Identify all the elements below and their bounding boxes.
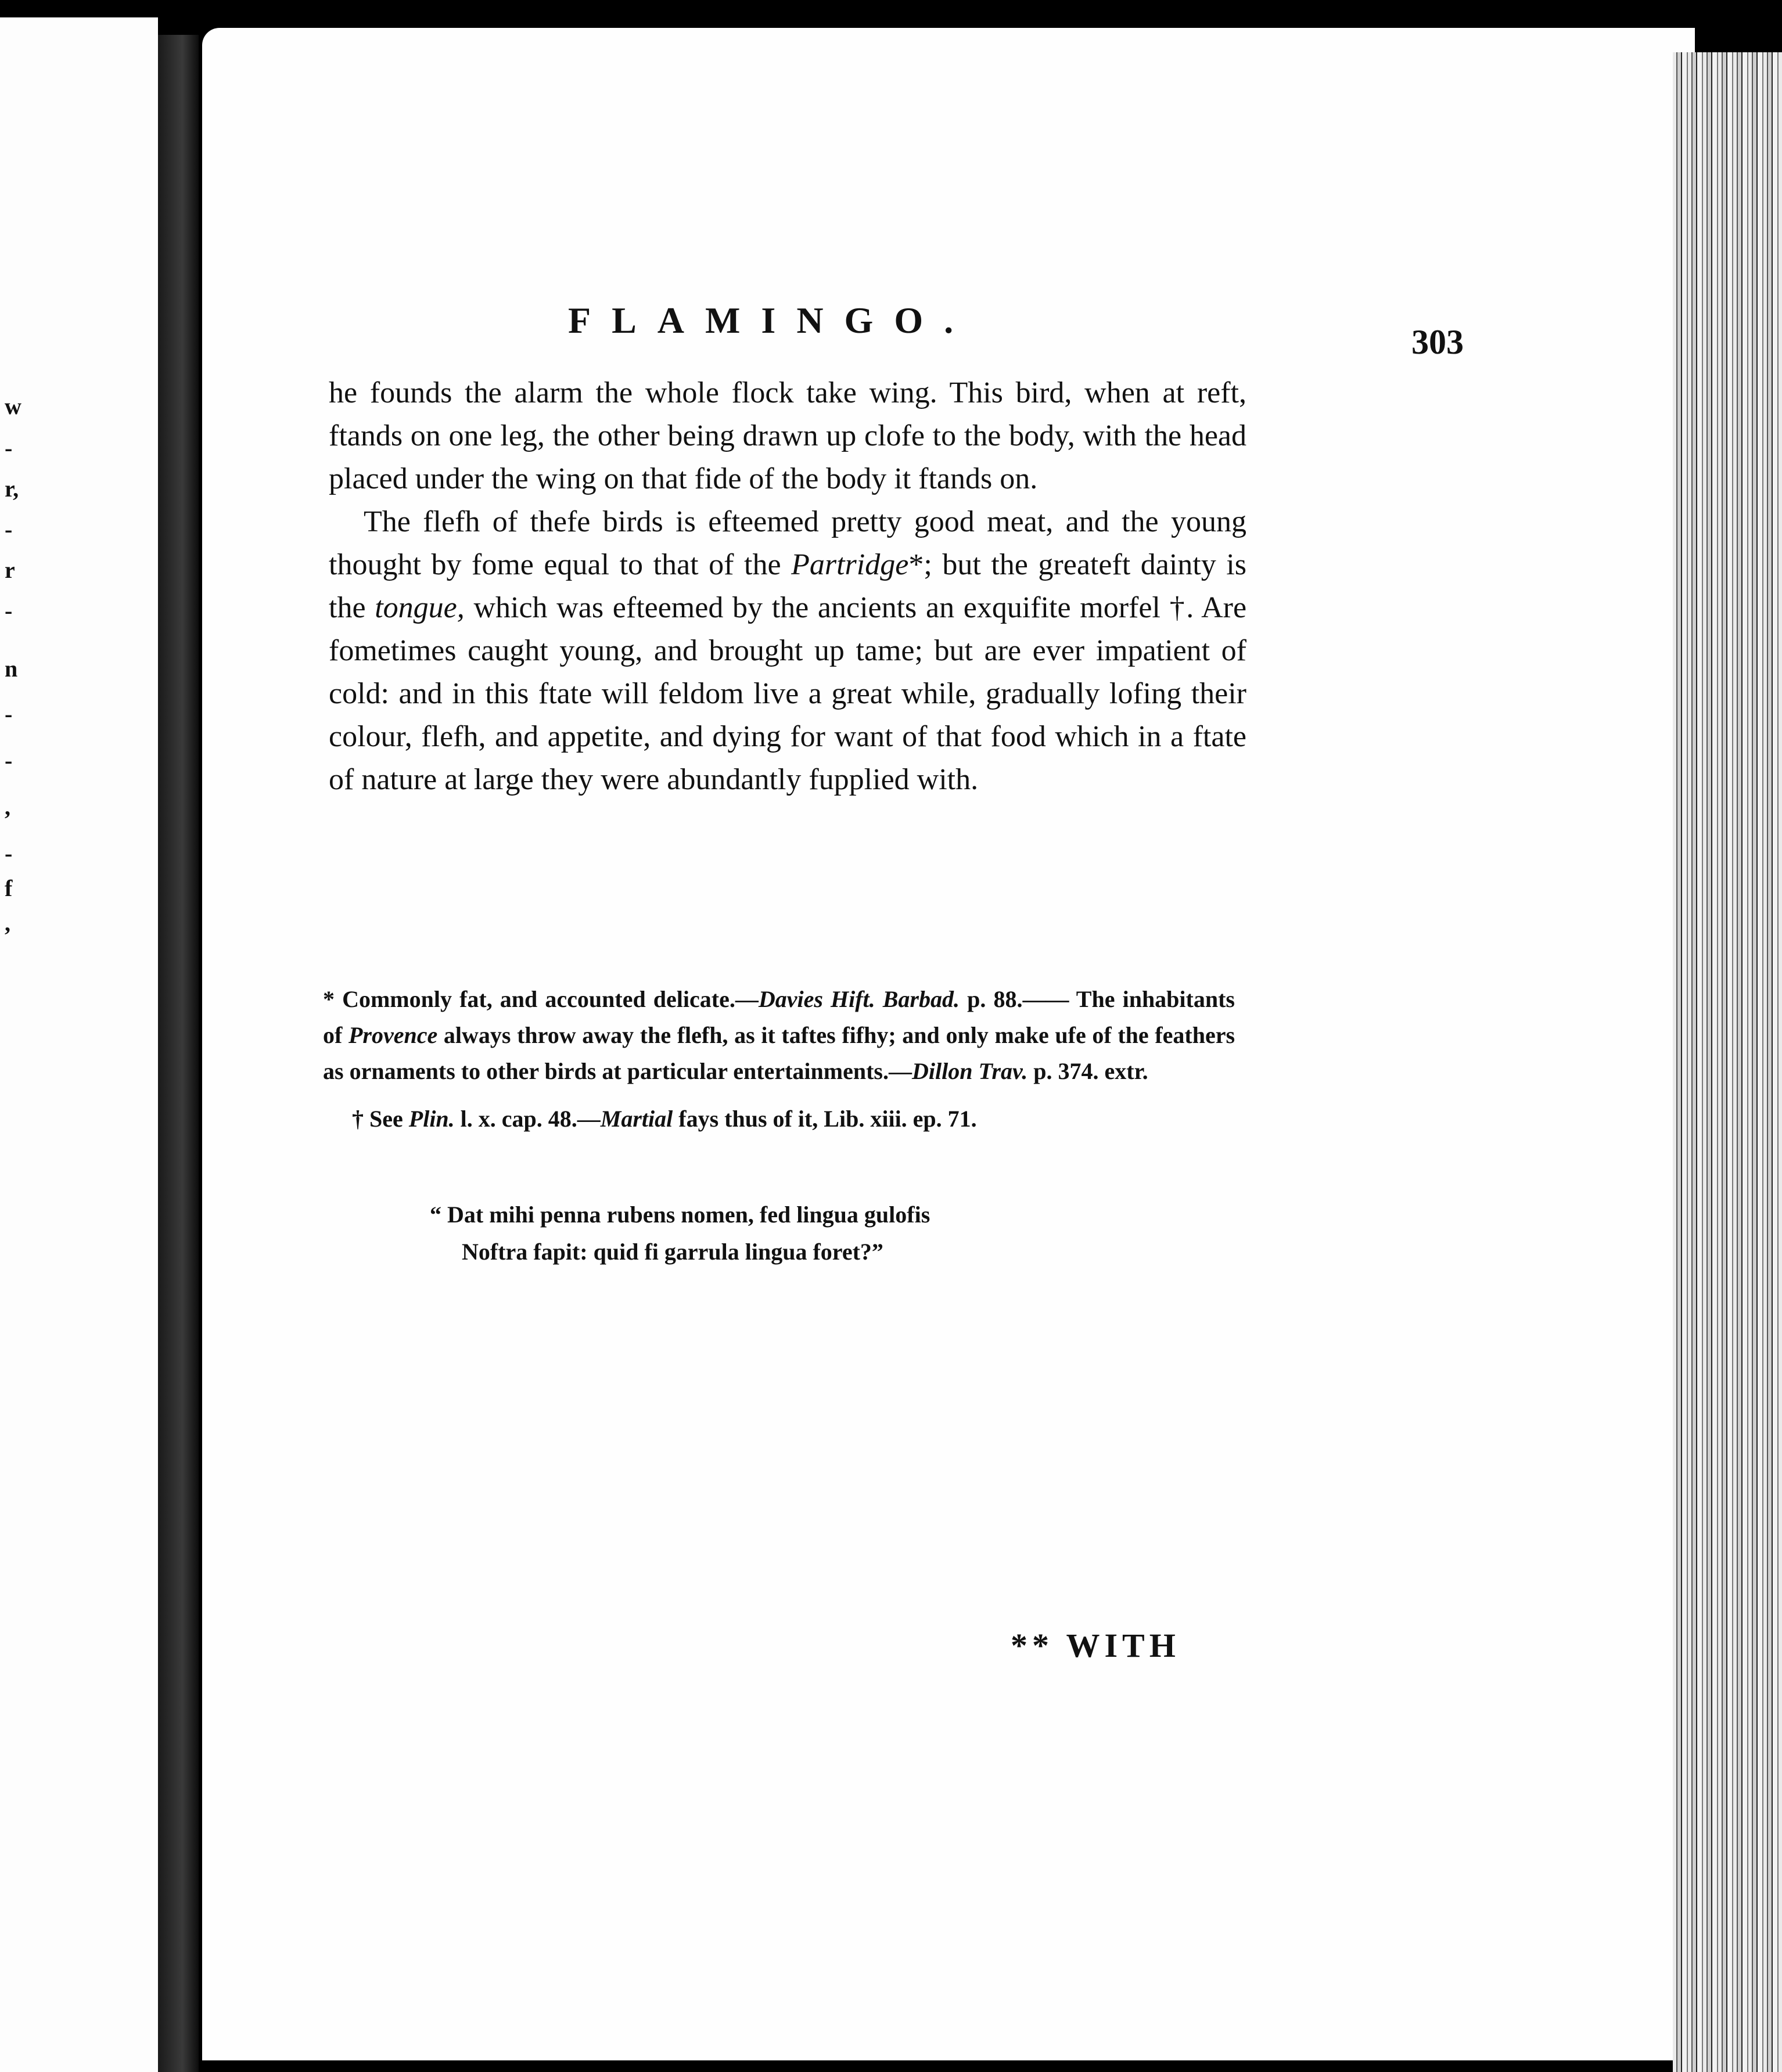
margin-mark: - bbox=[5, 840, 13, 866]
italic-term: Plin. bbox=[408, 1106, 455, 1132]
margin-mark: - bbox=[5, 435, 13, 461]
footnote-dagger bbox=[323, 1101, 1235, 1137]
paragraph bbox=[329, 501, 1246, 801]
paragraph: he founds the alarm the whole flock take wing. This bird, when at reft, ftands on one leg, the other being drawn up clofe to the body, with the head placed under the wing on that fide of the body it ftands on. bbox=[329, 376, 1246, 495]
italic-term: Davies Hift. Barbad. bbox=[758, 986, 960, 1012]
margin-mark: w bbox=[5, 393, 21, 419]
text-run: p. 88.—— The inhabitants of bbox=[323, 986, 1235, 1048]
text-run: p. 374. extr. bbox=[1033, 1058, 1148, 1084]
text-run: *; but the greateft dainty is the bbox=[329, 548, 1246, 624]
page-edges bbox=[1673, 52, 1782, 2072]
verse-line: Noftra fapit: quid fi garrula lingua foret?” bbox=[462, 1239, 883, 1265]
margin-mark: r bbox=[5, 557, 15, 583]
text-run: * Commonly fat, and accounted delicate.— bbox=[323, 986, 759, 1012]
margin-mark: - bbox=[5, 598, 13, 624]
body-text bbox=[329, 372, 1246, 801]
margin-mark: f bbox=[5, 875, 13, 901]
text-run: The flefh of thefe birds is efteemed pretty good meat, and the young thought by fome equal to that of the bbox=[329, 505, 1246, 581]
italic-term: Dillon Trav. bbox=[911, 1058, 1028, 1084]
footnotes bbox=[323, 981, 1235, 1137]
italic-term: Partridge bbox=[791, 548, 909, 581]
latin-verse bbox=[430, 1196, 930, 1271]
verse-line: “ Dat mihi penna rubens nomen, fed lingua gulofis bbox=[430, 1202, 930, 1228]
text-run: always throw away the flefh, as it taftes fifhy; and only make ufe of the feathers as ornaments to other birds at particular entertainments.— bbox=[323, 1022, 1235, 1084]
footnote-asterisk bbox=[323, 981, 1235, 1089]
page-number: 303 bbox=[1411, 323, 1464, 361]
italic-term: Provence bbox=[348, 1022, 438, 1048]
facing-page-left bbox=[0, 17, 158, 2072]
catchword: ** WITH bbox=[1011, 1627, 1180, 1664]
running-head: FLAMINGO. bbox=[568, 300, 975, 341]
book-gutter bbox=[158, 35, 199, 2072]
margin-mark: r, bbox=[5, 476, 19, 502]
margin-mark: , bbox=[5, 910, 10, 936]
text-run: l. x. cap. 48.— bbox=[460, 1106, 601, 1132]
margin-mark: , bbox=[5, 794, 10, 820]
italic-term: Martial bbox=[600, 1106, 673, 1132]
margin-mark: n bbox=[5, 656, 18, 682]
text-run: which was efteemed by the ancients an exquifite morfel †. Are fometimes caught young, and brought up tame; but are ever impatient of cold: and in this ftate will feldom live a great while, gradually lofing their colour, flefh, and appetite, and dying for want of that food which in a ftate of nature at large they were abundantly fupplied with. bbox=[329, 591, 1247, 796]
margin-mark: - bbox=[5, 701, 13, 727]
text-run: fays thus of it, Lib. xiii. ep. 71. bbox=[678, 1106, 977, 1132]
margin-mark: - bbox=[5, 747, 13, 774]
margin-mark: - bbox=[5, 516, 13, 542]
text-run: † See bbox=[352, 1106, 403, 1132]
italic-term: tongue, bbox=[375, 591, 465, 624]
